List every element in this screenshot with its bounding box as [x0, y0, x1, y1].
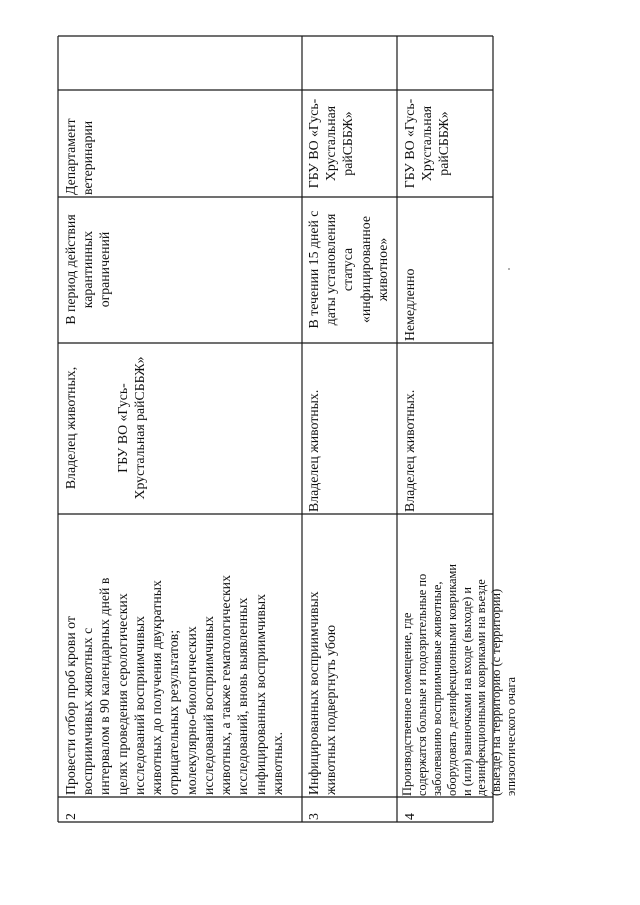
measure-cell: Инфицированных восприимчивых животных подвергнуть убою	[306, 591, 339, 795]
control-cell: Департамент ветеринарии	[63, 118, 96, 195]
control-cell: ГБУ ВО «Гусь- Хрустальная райСББЖ»	[402, 98, 452, 189]
control-cell: ГБУ ВО «Гусь- Хрустальная райСББЖ»	[306, 98, 356, 189]
measure-cell: Провести отбор проб крови от восприимчивых животных с интервалом в 90 календарных дней в целях проведения серологических исследований восприимчивых животных до получения двукратных отрицательных результатов; молекулярно-биологических исследований восприимчивых животных, а также гематологических исследований, вновь выявленных инфицированных восприимчивых животных.	[63, 575, 285, 795]
deadline-cell: В период действия карантинных ограничений	[63, 214, 113, 325]
responsible-cell: Владелец животных.	[306, 389, 321, 512]
deadline-cell: Немедленно	[402, 268, 417, 341]
row-number: 2	[63, 813, 78, 820]
responsible-cell: Владелец животных.	[402, 389, 417, 512]
deadline-cell: В течении 15 дней с даты установления статуса «инфицированное животное»	[306, 210, 390, 329]
responsible-cell: Владелец животных, ГБУ ВО «Гусь- Хрустальная райСББЖ»	[63, 356, 147, 500]
row-number: 4	[402, 813, 417, 820]
scan-speck	[508, 268, 510, 270]
measure-cell: Производственное помещение, где содержатся больные и подозрительные по заболеванию восприимчивые животные, оборудовать дезинфекционными ковриками и (или) ванночками на входе (выходе) и дезинфекционными ковриками на въезде (выезде) на территорию (с территории) эпизоотического очага	[400, 563, 519, 796]
row-number: 3	[306, 813, 321, 820]
